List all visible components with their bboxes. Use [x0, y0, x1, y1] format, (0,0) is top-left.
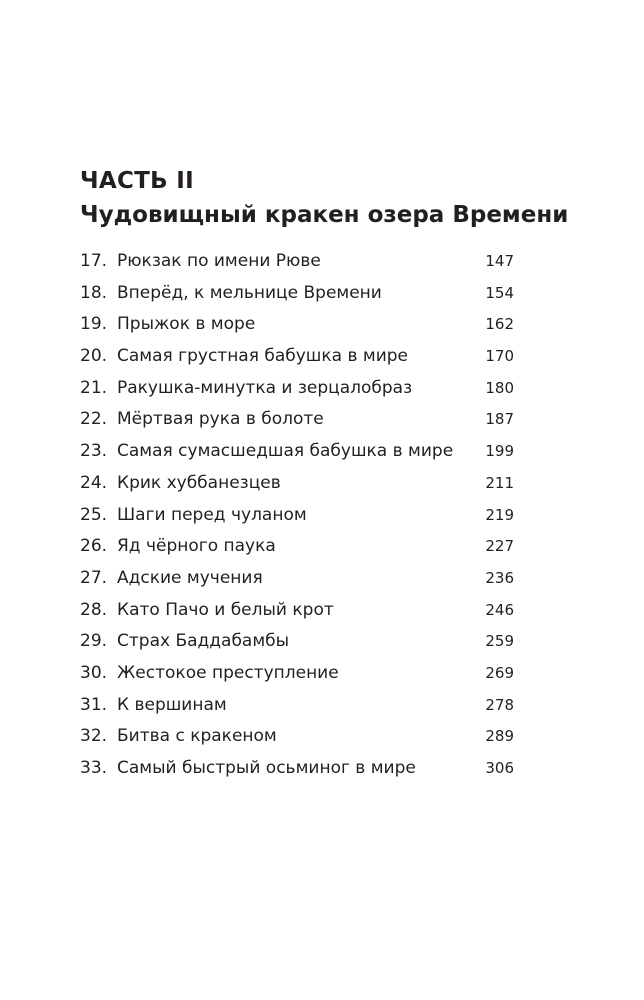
chapter-number: 29.: [80, 631, 108, 652]
toc-entry[interactable]: [80, 658, 514, 690]
chapter-number: 31.: [80, 694, 108, 715]
page-number: 211: [485, 473, 514, 492]
chapter-number: 17.: [80, 251, 108, 271]
chapter-title: Самая сумасшедшая бабушка в мире: [117, 441, 454, 462]
chapter-title: Битва с кракеном: [117, 726, 277, 747]
page-number: 236: [485, 568, 514, 587]
chapter-title: Страх Баддабамбы: [117, 631, 290, 652]
chapter-number: 22.: [80, 409, 108, 430]
toc-entry[interactable]: [80, 246, 514, 278]
chapter-title: Шаги перед чуланом: [117, 504, 307, 525]
chapter-title: Рюкзак по имени Рюве: [117, 251, 321, 271]
chapter-number: 26.: [80, 536, 108, 557]
page-number: 219: [485, 505, 514, 524]
toc-entry[interactable]: [80, 595, 514, 627]
part-label: ЧАСТЬ II: [80, 168, 195, 194]
chapter-title: Адские мучения: [117, 567, 263, 588]
toc-entry[interactable]: [80, 309, 514, 341]
chapter-title: Яд чёрного паука: [117, 536, 276, 557]
page-number: 154: [485, 283, 514, 302]
toc-entry[interactable]: [80, 563, 514, 595]
page-number: 269: [485, 663, 514, 682]
chapter-number: 33.: [80, 758, 108, 778]
toc-entry[interactable]: [80, 626, 514, 658]
toc-entry[interactable]: [80, 278, 514, 310]
page-number: 170: [485, 347, 514, 366]
chapter-number: 21.: [80, 377, 108, 398]
table-of-contents: [80, 246, 514, 785]
chapter-number: 28.: [80, 599, 108, 620]
page-number: 227: [485, 537, 514, 556]
chapter-title: Ракушка-минутка и зерцалобраз: [117, 377, 413, 398]
chapter-number: 19.: [80, 314, 108, 335]
page-number: 259: [485, 632, 514, 651]
chapter-title: Крик хуббанезцев: [117, 472, 281, 493]
chapter-number: 24.: [80, 472, 108, 493]
chapter-title: К вершинам: [117, 694, 227, 715]
page-number: 180: [485, 378, 514, 397]
page-number: 147: [485, 252, 514, 270]
toc-entry[interactable]: [80, 500, 514, 532]
chapter-number: 30.: [80, 662, 108, 683]
chapter-title: Като Пачо и белый крот: [117, 599, 334, 620]
chapter-number: 32.: [80, 726, 108, 747]
toc-entry[interactable]: [80, 690, 514, 722]
chapter-number: 18.: [80, 282, 108, 303]
page-number: 162: [485, 315, 514, 334]
chapter-number: 23.: [80, 441, 108, 462]
chapter-title: Прыжок в море: [117, 314, 256, 335]
chapter-title: Мёртвая рука в болоте: [117, 409, 324, 430]
page-number: 187: [485, 410, 514, 429]
chapter-title: Вперёд, к мельнице Времени: [117, 282, 382, 303]
page-number: 199: [485, 442, 514, 461]
toc-entry[interactable]: [80, 373, 514, 405]
chapter-number: 25.: [80, 504, 108, 525]
page-number: 278: [485, 695, 514, 714]
toc-entry[interactable]: [80, 404, 514, 436]
chapter-title: Самая грустная бабушка в мире: [117, 346, 408, 367]
toc-entry[interactable]: [80, 468, 514, 500]
chapter-number: 20.: [80, 346, 108, 367]
toc-entry[interactable]: [80, 341, 514, 373]
toc-entry[interactable]: [80, 531, 514, 563]
chapter-title: Жестокое преступление: [117, 662, 339, 683]
chapter-number: 27.: [80, 567, 108, 588]
toc-entry[interactable]: [80, 721, 514, 753]
toc-entry[interactable]: [80, 753, 514, 785]
page-number: 306: [485, 759, 514, 777]
page-number: 289: [485, 727, 514, 746]
part-title: Чудовищный кракен озера Времени: [80, 202, 569, 228]
chapter-title: Самый быстрый осьминог в мире: [117, 758, 416, 778]
toc-entry[interactable]: [80, 436, 514, 468]
page-number: 246: [485, 600, 514, 619]
